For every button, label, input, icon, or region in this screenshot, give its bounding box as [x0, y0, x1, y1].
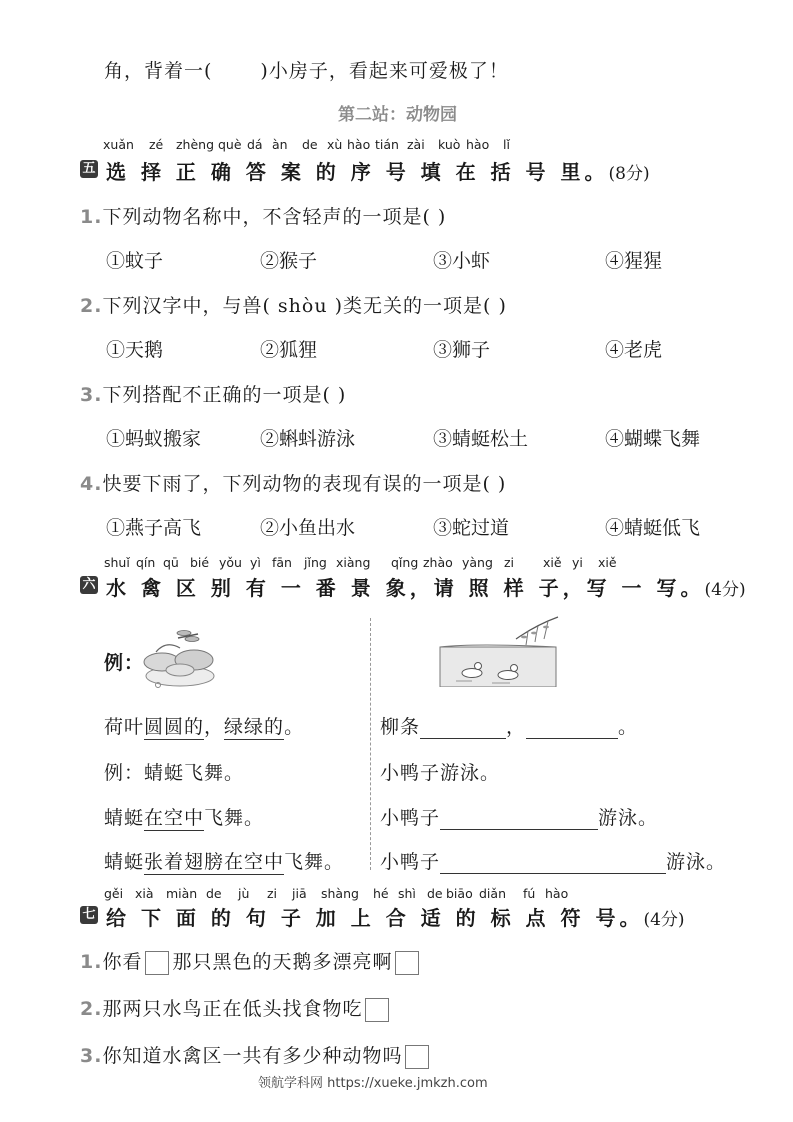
section6-title: 水 禽 区 别 有 一 番 景 象，请 照 样 子，写 一 写。: [106, 576, 705, 600]
q1-text: 下列动物名称中，不含轻声的一项是( ): [102, 206, 447, 228]
q3-number: 3.: [80, 384, 103, 406]
section7-pinyin-syllable: jù: [238, 886, 250, 901]
section5-pinyin-syllable: lǐ: [503, 137, 510, 152]
willow-ducks-illustration: [436, 615, 560, 687]
section6-pinyin-syllable: zi: [504, 555, 515, 570]
q1-option-4[interactable]: ④猩猩: [605, 250, 663, 272]
left-line-2: 例：蜻蜓飞舞。: [104, 762, 245, 784]
section7-pinyin-syllable: hào: [545, 886, 569, 901]
section6-pinyin-syllable: yàng: [462, 555, 493, 570]
s7-item1-box-1[interactable]: [145, 951, 169, 975]
section6-pinyin-syllable: yì: [250, 555, 261, 570]
section6-pinyin-syllable: zhào: [423, 555, 453, 570]
section5-pinyin-syllable: hào: [347, 137, 371, 152]
left-line4-c: 在空中: [224, 851, 285, 873]
right-line4-blank[interactable]: [440, 855, 666, 874]
station-title: 第二站：动物园: [338, 105, 457, 125]
s7-item-3: [80, 1041, 432, 1069]
q4-option-4[interactable]: ④蜻蜓低飞: [605, 517, 701, 539]
section6-pinyin-syllable: xiě: [598, 555, 617, 570]
section5-pinyin-syllable: què: [218, 137, 242, 152]
section7-pinyin-syllable: xià: [135, 886, 154, 901]
section6-heading: [106, 572, 746, 601]
left-line3-c: 飞舞。: [204, 807, 265, 829]
left-line1-c: ，: [204, 716, 225, 738]
right-line1-b: ，: [506, 716, 527, 738]
q4-row: [80, 469, 506, 496]
s7-item3-box[interactable]: [405, 1045, 429, 1069]
left-line1-e: 。: [284, 716, 305, 738]
s7-item3-number: 3.: [80, 1045, 103, 1067]
section5-heading: [106, 156, 650, 185]
section6-pinyin-syllable: jǐng: [304, 555, 327, 570]
section5-pinyin-syllable: tián: [375, 137, 399, 152]
q1-option-3[interactable]: ③小虾: [433, 250, 491, 272]
q3-option-4[interactable]: ④蝴蝶飞舞: [605, 428, 701, 450]
s7-item2-text: 那两只水鸟正在低头找食物吃: [102, 998, 363, 1020]
s7-item1-number: 1.: [80, 951, 103, 973]
right-line-3: [380, 803, 658, 830]
s7-item1-box-2[interactable]: [395, 951, 419, 975]
s7-item1-text-a: 你看: [102, 951, 143, 973]
section6-pinyin-syllable: yi: [572, 555, 583, 570]
right-line3-b: 游泳。: [598, 807, 659, 829]
section6-pinyin-row: [0, 555, 793, 571]
section7-pinyin-syllable: de: [427, 886, 443, 901]
lotus-dragonfly-illustration: [142, 630, 218, 690]
right-line3-blank[interactable]: [440, 811, 598, 830]
q2-number: 2.: [80, 295, 103, 317]
section7-pinyin-syllable: shàng: [321, 886, 359, 901]
section5-pinyin-syllable: de: [302, 137, 318, 152]
section5-number-icon: 五: [80, 160, 98, 178]
s7-item-2: [80, 994, 392, 1022]
section6-pinyin-syllable: yǒu: [219, 555, 242, 570]
section6-pinyin-syllable: qín: [136, 555, 156, 570]
right-line4-a: 小鸭子: [380, 851, 441, 873]
q3-text: 下列搭配不正确的一项是( ): [102, 384, 347, 406]
section7-pinyin-syllable: fú: [523, 886, 536, 901]
right-line-2: 小鸭子游泳。: [380, 762, 501, 784]
s7-item-1: [80, 947, 422, 975]
right-line1-blank-2[interactable]: [526, 720, 618, 739]
left-line4-b: 张着翅膀: [144, 851, 225, 873]
section5-pinyin-syllable: xù: [327, 137, 343, 152]
right-line-4: [380, 847, 726, 874]
right-line4-b: 游泳。: [666, 851, 727, 873]
right-line-1: [380, 712, 638, 739]
s7-item1-text-b: 那只黑色的天鹅多漂亮啊: [172, 951, 393, 973]
section7-title: 给 下 面 的 句 子 加 上 合 适 的 标 点 符 号。: [106, 906, 644, 930]
section6-pinyin-syllable: fān: [272, 555, 292, 570]
q2-text: 下列汉字中，与兽( shòu )类无关的一项是( ): [102, 295, 507, 317]
q2-option-3[interactable]: ③狮子: [433, 339, 491, 361]
section7-points: (4分): [643, 910, 685, 930]
left-line4-d: 飞舞。: [284, 851, 345, 873]
section7-pinyin-syllable: diǎn: [479, 886, 506, 901]
section5-pinyin-syllable: zhèng: [176, 137, 215, 152]
q4-option-2[interactable]: ②小鱼出水: [260, 517, 356, 539]
q3-option-2[interactable]: ②蝌蚪游泳: [260, 428, 356, 450]
section7-pinyin-syllable: shì: [398, 886, 416, 901]
section6-pinyin-syllable: xiě: [543, 555, 562, 570]
left-line1-b: 圆圆的: [144, 716, 205, 738]
q3-row: [80, 380, 346, 407]
section7-pinyin-syllable: de: [206, 886, 222, 901]
top-line-before: 角，背着一(: [104, 60, 213, 82]
section5-pinyin-syllable: hào: [466, 137, 490, 152]
right-line1-a: 柳条: [380, 716, 421, 738]
q4-text: 快要下雨了，下列动物的表现有误的一项是( ): [102, 473, 507, 495]
section6-number-icon: 六: [80, 576, 98, 594]
section5-pinyin-syllable: dá: [247, 137, 263, 152]
section7-pinyin-syllable: miàn: [166, 886, 198, 901]
section6-pinyin-syllable: bié: [190, 555, 210, 570]
section5-pinyin-syllable: kuò: [438, 137, 461, 152]
section7-pinyin-syllable: biāo: [446, 886, 473, 901]
section7-pinyin-syllable: zi: [267, 886, 278, 901]
q1-number: 1.: [80, 206, 103, 228]
section6-pinyin-syllable: shuǐ: [104, 555, 130, 570]
top-line: [104, 56, 509, 83]
q4-number: 4.: [80, 473, 103, 495]
q3-option-3[interactable]: ③蜻蜓松土: [433, 428, 529, 450]
section7-pinyin-syllable: hé: [373, 886, 389, 901]
section7-number-icon: 七: [80, 906, 98, 924]
s7-item3-text: 你知道水禽区一共有多少种动物吗: [102, 1045, 403, 1067]
section5-pinyin-syllable: xuǎn: [103, 137, 134, 152]
left-line4-a: 蜻蜓: [104, 851, 145, 873]
section6-pinyin-syllable: qū: [163, 555, 179, 570]
left-line3-b: 在空中: [144, 807, 205, 829]
right-line1-c: 。: [618, 716, 639, 738]
example-label: 例：: [104, 652, 145, 674]
section7-heading: [106, 902, 685, 931]
right-line1-blank-1[interactable]: [420, 720, 506, 739]
q1-row: [80, 202, 446, 229]
left-line-1: [104, 712, 304, 739]
left-line1-a: 荷叶: [104, 716, 145, 738]
q2-option-1[interactable]: ①天鹅: [106, 339, 164, 361]
s7-item2-number: 2.: [80, 998, 103, 1020]
section5-pinyin-syllable: zé: [149, 137, 164, 152]
s7-item2-box[interactable]: [365, 998, 389, 1022]
q2-row: [80, 291, 507, 318]
section6-pinyin-syllable: xiàng: [336, 555, 371, 570]
q2-option-4[interactable]: ④老虎: [605, 339, 663, 361]
section7-pinyin-row: [0, 886, 793, 902]
q4-option-1[interactable]: ①燕子高飞: [106, 517, 202, 539]
section5-points: (8分): [608, 164, 650, 184]
column-divider: [370, 618, 371, 870]
section6-points: (4分): [704, 580, 746, 600]
section6-pinyin-syllable: qǐng: [391, 555, 419, 570]
section5-pinyin-row: [0, 137, 793, 153]
section5-pinyin-syllable: àn: [272, 137, 288, 152]
left-line-3: [104, 803, 264, 830]
left-line1-d: 绿绿的: [224, 716, 285, 738]
q3-option-1[interactable]: ①蚂蚁搬家: [106, 428, 202, 450]
section7-pinyin-syllable: jiā: [292, 886, 307, 901]
left-line-4: [104, 847, 344, 874]
q1-option-1[interactable]: ①蚊子: [106, 250, 164, 272]
top-line-after: )小房子，看起来可爱极了！: [260, 60, 509, 82]
q2-option-2[interactable]: ②狐狸: [260, 339, 318, 361]
section5-title: 选 择 正 确 答 案 的 序 号 填 在 括 号 里。: [106, 160, 609, 184]
section5-pinyin-syllable: zài: [407, 137, 425, 152]
right-line3-a: 小鸭子: [380, 807, 441, 829]
q1-option-2[interactable]: ②猴子: [260, 250, 318, 272]
q4-option-3[interactable]: ③蛇过道: [433, 517, 510, 539]
footer-watermark: 领航学科网 https://xueke.jmkzh.com: [258, 1076, 488, 1091]
section7-pinyin-syllable: gěi: [104, 886, 124, 901]
left-line3-a: 蜻蜓: [104, 807, 145, 829]
